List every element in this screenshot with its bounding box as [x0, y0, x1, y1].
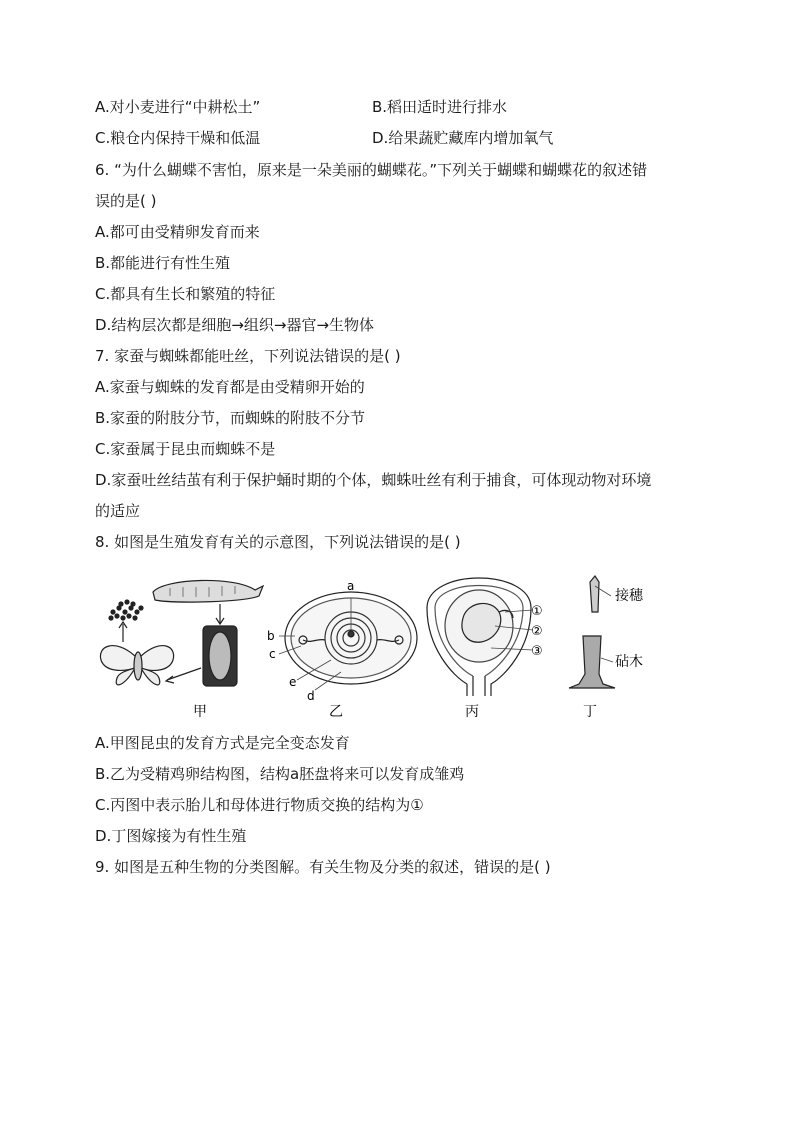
- label-rootstock: 砧木: [615, 654, 643, 670]
- q5-option-c: C.粮仓内保持干燥和低温: [95, 129, 261, 147]
- label-scion: 接穗: [615, 588, 643, 604]
- label-b: b: [267, 629, 275, 643]
- q6-option-c: C.都具有生长和繁殖的特征: [95, 285, 276, 303]
- q7-stem: 7. 家蚕与蜘蛛都能吐丝，下列说法错误的是( ): [95, 347, 401, 365]
- label-a: a: [347, 579, 355, 593]
- q6-stem-line1: 6. “为什么蝴蝶不害怕，原来是一朵美丽的蝴蝶花。”下列关于蝴蝶和蝴蝶花的叙述错: [95, 161, 648, 179]
- label-d: d: [307, 689, 315, 703]
- q7-option-b: B.家蚕的附肢分节，而蜘蛛的附肢不分节: [95, 409, 366, 427]
- label-1: ①: [531, 604, 543, 619]
- caption-yi: 乙: [329, 704, 343, 720]
- rootstock-icon: [569, 636, 615, 688]
- scion-icon: [590, 576, 599, 612]
- egg-structure-diagram: [279, 592, 417, 690]
- q5-option-b: B.稻田适时进行排水: [372, 98, 508, 116]
- q8-figure-svg: [95, 568, 695, 720]
- q8-option-d: D.丁图嫁接为有性生殖: [95, 827, 247, 845]
- arrow-pupa-to-moth: [167, 668, 201, 680]
- label-2: ②: [531, 624, 543, 639]
- q8-option-c: C.丙图中表示胎儿和母体进行物质交换的结构为①: [95, 796, 424, 814]
- q5-option-d: D.给果蔬贮藏库内增加氧气: [372, 129, 554, 147]
- q8-figure: [95, 568, 695, 720]
- eggs-icon: [108, 599, 143, 620]
- grafting-diagram: [569, 576, 615, 688]
- uterus-fetus-diagram: [427, 578, 533, 696]
- moth-icon: [100, 646, 173, 685]
- q7-option-d-line2: 的适应: [95, 502, 141, 520]
- caption-jia: 甲: [193, 704, 207, 720]
- silkworm-lifecycle-diagram: [100, 580, 263, 686]
- label-e: e: [289, 675, 297, 689]
- q8-option-a: A.甲图昆虫的发育方式是完全变态发育: [95, 734, 350, 752]
- q6-option-a: A.都可由受精卵发育而来: [95, 223, 260, 241]
- q5-option-a: A.对小麦进行“中耕松土”: [95, 98, 261, 116]
- q9-stem: 9. 如图是五种生物的分类图解。有关生物及分类的叙述，错误的是( ): [95, 858, 551, 876]
- q6-option-b: B.都能进行有性生殖: [95, 254, 231, 272]
- q6-option-d: D.结构层次都是细胞→组织→器官→生物体: [95, 316, 375, 334]
- caption-bing: 丙: [465, 704, 479, 720]
- q8-stem: 8. 如图是生殖发育有关的示意图，下列说法错误的是( ): [95, 533, 461, 551]
- caption-ding: 丁: [583, 704, 597, 720]
- q7-option-d-line1: D.家蚕吐丝结茧有利于保护蛹时期的个体，蜘蛛吐丝有利于捕食，可体现动物对环境: [95, 471, 652, 489]
- q7-option-a: A.家蚕与蜘蛛的发育都是由受精卵开始的: [95, 378, 365, 396]
- label-3: ③: [531, 644, 543, 659]
- label-c: c: [269, 647, 276, 661]
- q8-option-b: B.乙为受精鸡卵结构图，结构a胚盘将来可以发育成雏鸡: [95, 765, 465, 783]
- q7-option-c: C.家蚕属于昆虫而蜘蛛不是: [95, 440, 276, 458]
- q6-stem-line2: 误的是( ): [95, 192, 157, 210]
